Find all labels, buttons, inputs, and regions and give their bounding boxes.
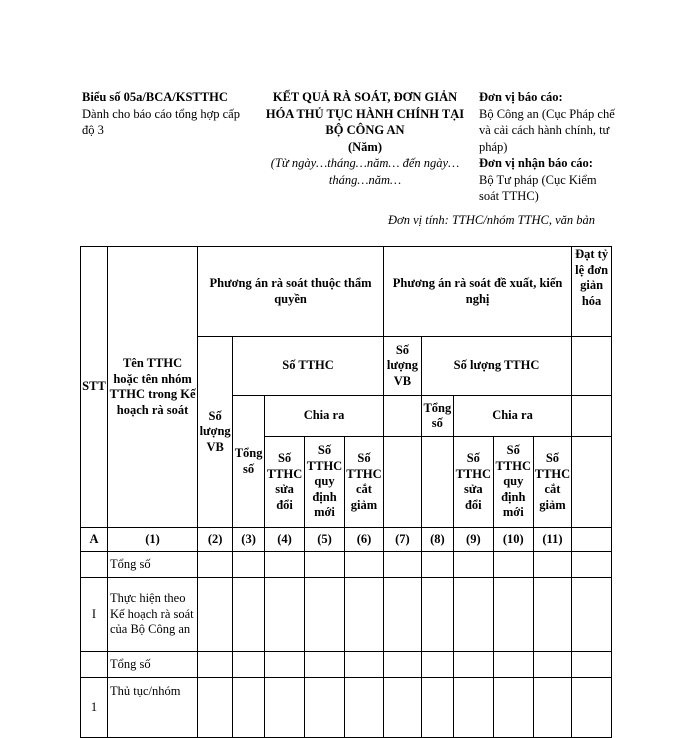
index-cell: (3)	[233, 528, 265, 552]
col-total-2: Tổng số	[421, 396, 453, 437]
doc-spacer	[383, 396, 421, 437]
receiving-unit-label: Đơn vị nhận báo cáo:	[479, 156, 593, 170]
col-breakdown-2: Chia ra	[453, 396, 571, 437]
col-amended-2: Số TTHC sửa đổi	[453, 437, 493, 528]
col-doc-count-1: Số lượng VB	[198, 337, 233, 528]
group-proposal: Phương án rà soát đề xuất, kiến nghị	[383, 247, 571, 337]
report-table	[80, 246, 612, 738]
col-name: Tên TTHC hoặc tên nhóm TTHC trong Kế hoạch rà soát	[107, 247, 197, 528]
col-doc-count-2: Số lượng VB	[383, 337, 421, 396]
total-spacer-2	[421, 437, 453, 528]
rate-spacer-1	[572, 337, 612, 396]
table-row	[81, 552, 612, 578]
unit-note: Đơn vị tính: TTHC/nhóm TTHC, văn bản	[388, 213, 596, 227]
col-tthc-count: Số TTHC	[233, 337, 384, 396]
row-stt: 1	[81, 678, 108, 738]
col-reduced-1: Số TTHC cắt giảm	[344, 437, 383, 528]
row-name: Thủ tục/nhóm	[107, 678, 197, 738]
form-code: Biểu số 05a/BCA/KSTTHC	[82, 90, 228, 104]
row-name: Thực hiện theo Kế hoạch rà soát của Bộ Công an	[107, 578, 197, 652]
index-cell: (7)	[383, 528, 421, 552]
group-authority: Phương án rà soát thuộc thẩm quyền	[198, 247, 384, 337]
period-range-1: (Từ ngày…tháng…năm… đến ngày…	[270, 156, 460, 170]
form-scope: Dành cho báo cáo tổng hợp cấp độ 3	[82, 106, 240, 137]
index-cell: (4)	[265, 528, 305, 552]
col-total-1: Tổng số	[233, 396, 265, 528]
period-range-2: tháng…năm…	[328, 172, 402, 187]
row-stt	[81, 552, 108, 578]
row-name: Tổng số	[107, 652, 197, 678]
index-cell: (6)	[344, 528, 383, 552]
row-stt	[81, 652, 108, 678]
row-stt: I	[81, 578, 108, 652]
col-new-1: Số TTHC quy định mới	[305, 437, 345, 528]
col-rate: Đạt tỷ lệ đơn giản hóa	[572, 247, 612, 337]
index-cell: (8)	[421, 528, 453, 552]
index-row	[81, 528, 612, 552]
col-stt: STT	[81, 247, 108, 528]
title-line-2: HÓA THỦ TỤC HÀNH CHÍNH TẠI	[265, 106, 465, 121]
index-cell: (10)	[493, 528, 533, 552]
col-tthc-quantity: Số lượng TTHC	[421, 337, 571, 396]
title-line-3: BỘ CÔNG AN	[325, 123, 405, 137]
index-cell: (9)	[453, 528, 493, 552]
table-row	[81, 652, 612, 678]
col-breakdown-1: Chia ra	[265, 396, 384, 437]
reporting-unit-value: Bộ Công an (Cục Pháp chế và cải cách hành chính, tư pháp)	[479, 106, 615, 154]
table-row	[81, 678, 612, 738]
col-reduced-2: Số TTHC cắt giảm	[533, 437, 571, 528]
reporting-unit-label: Đơn vị báo cáo:	[479, 90, 563, 104]
doc-spacer-2	[383, 437, 421, 528]
rate-spacer-2	[572, 396, 612, 437]
index-cell: (1)	[107, 528, 197, 552]
report-period: (Năm)	[347, 139, 382, 154]
table-row	[81, 578, 612, 652]
index-cell	[572, 528, 612, 552]
title-line-1: KẾT QUẢ RÀ SOÁT, ĐƠN GIẢN	[272, 90, 458, 104]
receiving-unit-value: Bộ Tư pháp (Cục Kiểm soát TTHC)	[479, 172, 597, 203]
index-cell: (11)	[533, 528, 571, 552]
index-cell: (5)	[305, 528, 345, 552]
col-new-2: Số TTHC quy định mới	[493, 437, 533, 528]
rate-spacer-3	[572, 437, 612, 528]
index-cell: (2)	[198, 528, 233, 552]
col-amended-1: Số TTHC sửa đổi	[265, 437, 305, 528]
index-cell: A	[81, 528, 108, 552]
row-name: Tổng số	[107, 552, 197, 578]
